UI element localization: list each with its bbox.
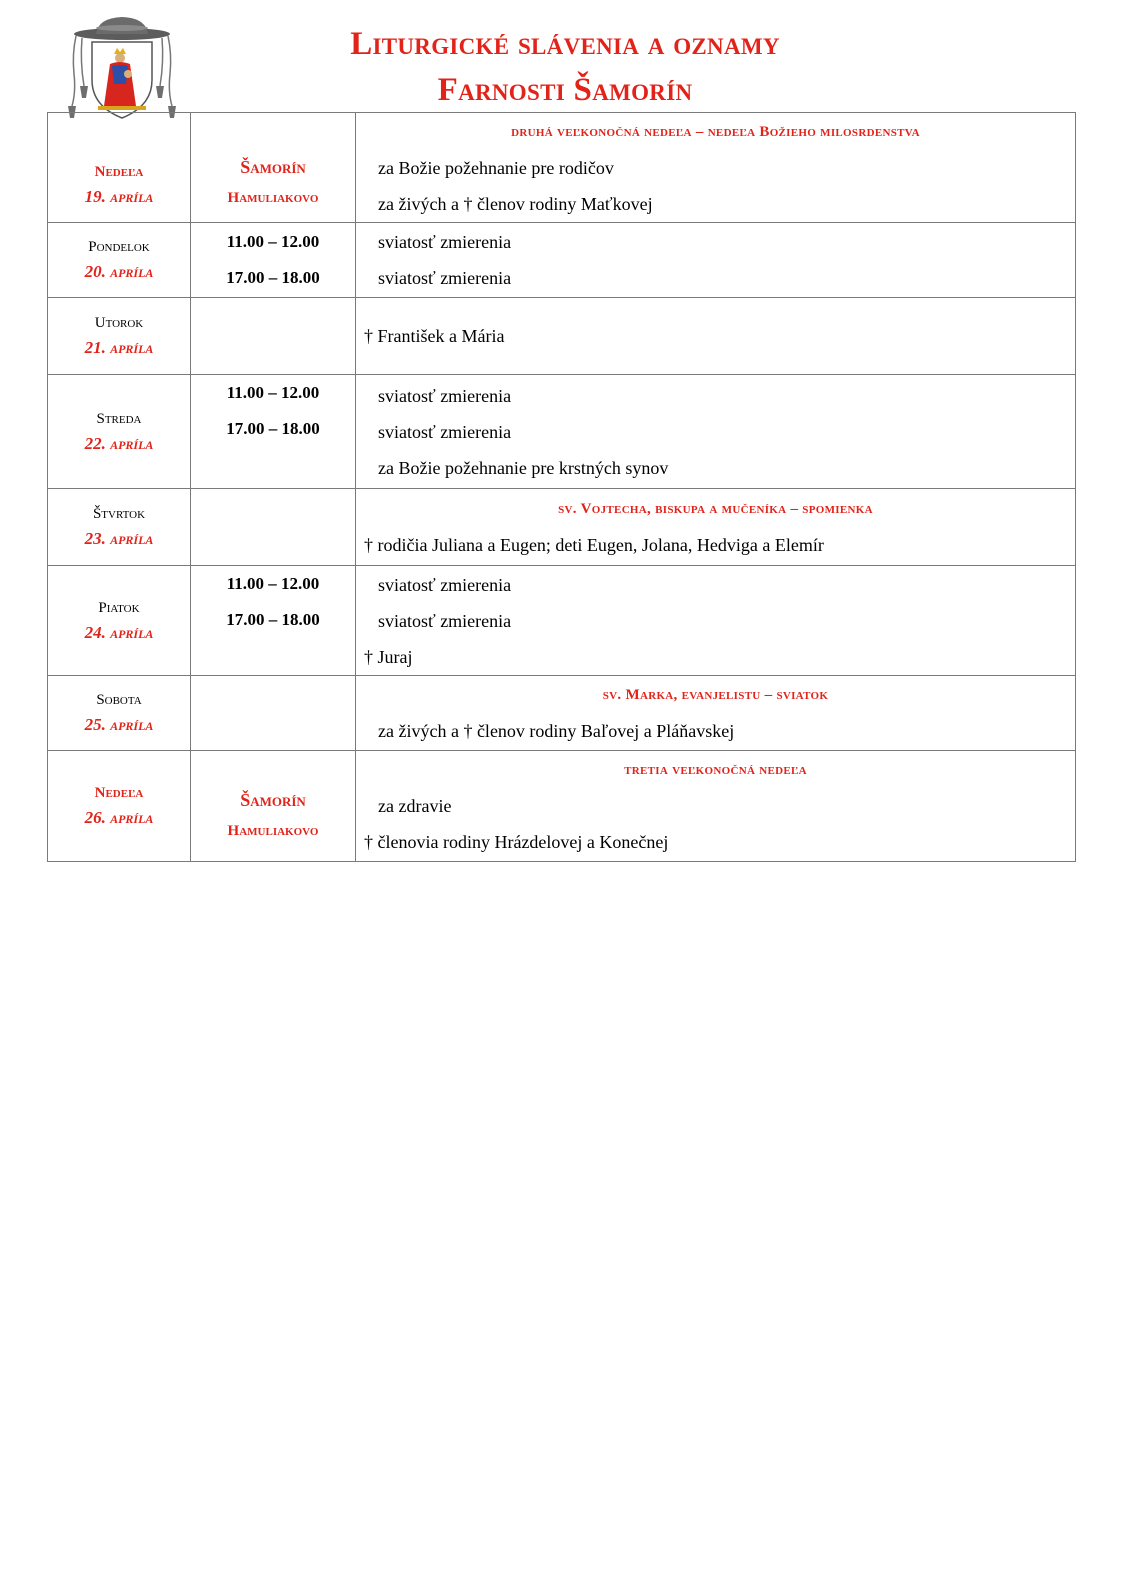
time-cell [191, 566, 356, 676]
table-row [48, 113, 1076, 223]
intention: sviatosť zmierenia [378, 610, 512, 631]
day-name: Nedeľa [94, 163, 144, 180]
day-cell [48, 566, 191, 676]
day-date: 20. apríla [84, 262, 154, 281]
feast-label: sv. Marka, evanjelistu – sviatok [602, 687, 829, 703]
day-name: Nedeľa [94, 785, 144, 801]
day-date: 19. apríla [84, 186, 154, 206]
day-date: 22. apríla [84, 433, 154, 453]
time-cell [191, 298, 356, 375]
day-name: Utorok [94, 315, 144, 331]
intention: † rodičia Juliana a Eugen; deti Eugen, Jolana, Hedviga a Elemír [364, 535, 824, 555]
time-cell [191, 489, 356, 566]
day-cell [48, 223, 191, 298]
table-row [48, 298, 1076, 375]
intention: sviatosť zmierenia [378, 421, 512, 442]
intention: sviatosť zmierenia [378, 574, 512, 595]
day-date: 26. apríla [84, 808, 154, 827]
table-row [48, 751, 1076, 862]
schedule-table [47, 112, 1076, 862]
day-cell [48, 298, 191, 375]
page-subtitle: Farnosti Šamorín [437, 72, 693, 108]
place-main: Šamorín [240, 790, 306, 810]
intention: † František a Mária [364, 326, 505, 346]
time-slot: 11.00 – 12.00 [226, 574, 320, 593]
intentions-cell [356, 489, 1076, 566]
feast-label: tretia veľkonočná nedeľa [624, 762, 807, 778]
time-cell [191, 676, 356, 751]
time-slot: 11.00 – 12.00 [226, 383, 320, 402]
day-name: Sobota [96, 692, 142, 708]
intention: sviatosť zmierenia [378, 232, 512, 252]
day-name: Piatok [98, 599, 140, 616]
intention: sviatosť zmierenia [378, 385, 512, 406]
table-row [48, 489, 1076, 566]
feast-label: druhá veľkonočná nedeľa – nedeľa Božieho milosrdenstva [511, 123, 920, 140]
day-cell [48, 751, 191, 862]
place-cell [191, 113, 356, 223]
time-cell [191, 223, 356, 298]
place-cell [191, 751, 356, 862]
intention: sviatosť zmierenia [378, 268, 512, 288]
coat-of-arms-icon [62, 14, 182, 122]
day-cell [48, 489, 191, 566]
day-date: 23. apríla [84, 529, 154, 548]
intentions-cell [356, 751, 1076, 862]
table-row [48, 223, 1076, 298]
time-slot: 11.00 – 12.00 [226, 232, 320, 251]
intention: za zdravie [378, 796, 452, 816]
intention: za živých a † členov rodiny Maťkovej [378, 193, 653, 214]
page-title: Liturgické slávenia a oznamy [350, 26, 780, 62]
feast-label: sv. Vojtecha, biskupa a mučeníka – spomienka [558, 501, 873, 517]
place-sub: Hamuliakovo [227, 823, 319, 839]
intentions-cell [356, 676, 1076, 751]
intentions-cell [356, 113, 1076, 223]
day-date: 21. apríla [84, 338, 154, 357]
intentions-cell [356, 223, 1076, 298]
intention: za Božie požehnanie pre rodičov [378, 157, 614, 178]
day-date: 24. apríla [84, 622, 154, 642]
intention: † Juraj [364, 646, 413, 667]
intention: za živých a † členov rodiny Baľovej a Pláňavskej [378, 721, 735, 741]
intentions-cell [356, 566, 1076, 676]
time-cell [191, 375, 356, 489]
intention: † členovia rodiny Hrázdelovej a Konečnej [364, 832, 669, 852]
intention: za Božie požehnanie pre krstných synov [378, 457, 669, 478]
day-name: Štvrtok [92, 506, 146, 522]
time-slot: 17.00 – 18.00 [226, 610, 320, 629]
intentions-cell [356, 375, 1076, 489]
intentions-cell [356, 298, 1076, 375]
day-cell [48, 113, 191, 223]
day-name: Streda [96, 410, 142, 427]
table-row [48, 566, 1076, 676]
place-sub: Hamuliakovo [227, 189, 319, 206]
table-row [48, 375, 1076, 489]
place-main: Šamorín [240, 156, 306, 177]
day-cell [48, 375, 191, 489]
day-date: 25. apríla [84, 715, 154, 734]
day-cell [48, 676, 191, 751]
time-slot: 17.00 – 18.00 [226, 268, 320, 287]
time-slot: 17.00 – 18.00 [226, 419, 320, 438]
day-name: Pondelok [88, 239, 150, 255]
table-row [48, 676, 1076, 751]
